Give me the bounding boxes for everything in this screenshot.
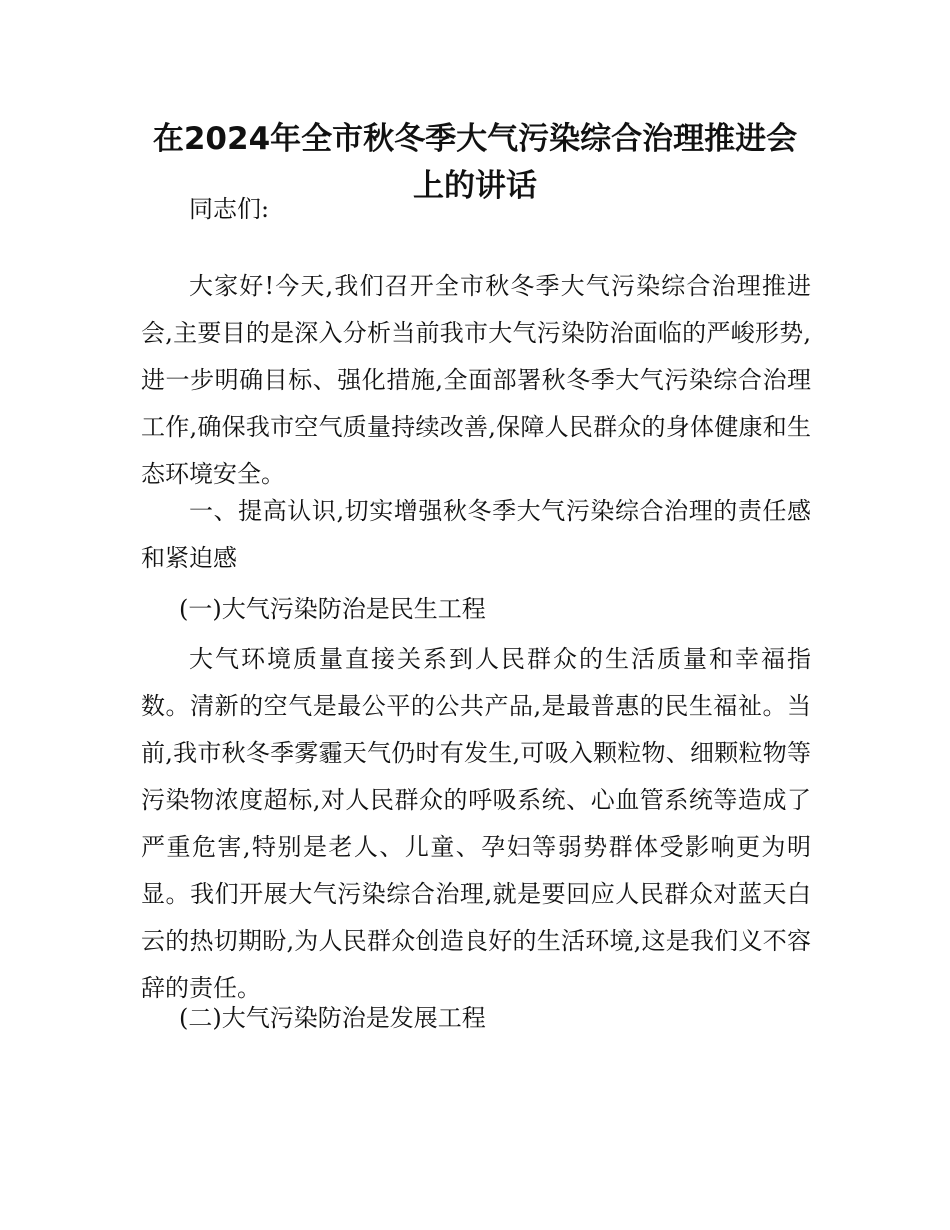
document-title-line-2: 上的讲话: [413, 168, 537, 204]
salutation: 同志们:: [189, 195, 270, 223]
subsection-2-heading: (二)大气污染防治是发展工程: [179, 1004, 486, 1032]
subsection-1-body: 大气环境质量直接关系到人民群众的生活质量和幸福指数。清新的空气是最公平的公共产品,是最普惠的民生福祉。当前,我市秋冬季雾霾天气仍时有发生,可吸入颗粒物、细颗粒物等污染物浓度超标,对人民群众的呼吸系统、心血管系统等造成了严重危害,特别是老人、儿童、孕妇等弱势群体受影响更为明显。我们开展大气污染综合治理,就是要回应人民群众对蓝天白云的热切期盼,为人民群众创造良好的生活环境,这是我们义不容辞的责任。: [141, 645, 811, 1002]
subsection-1-heading: (一)大气污染防治是民生工程: [179, 595, 486, 623]
document-title-line-1: 在2024年全市秋冬季大气污染综合治理推进会: [152, 121, 798, 157]
section-1-heading: 一、提高认识,切实增强秋冬季大气污染综合治理的责任感和紧迫感: [141, 497, 811, 572]
intro-paragraph: 大家好!今天,我们召开全市秋冬季大气污染综合治理推进会,主要目的是深入分析当前我市大气污染防治面临的严峻形势,进一步明确目标、强化措施,全面部署秋冬季大气污染综合治理工作,确保我市空气质量持续改善,保障人民群众的身体健康和生态环境安全。: [141, 272, 811, 488]
